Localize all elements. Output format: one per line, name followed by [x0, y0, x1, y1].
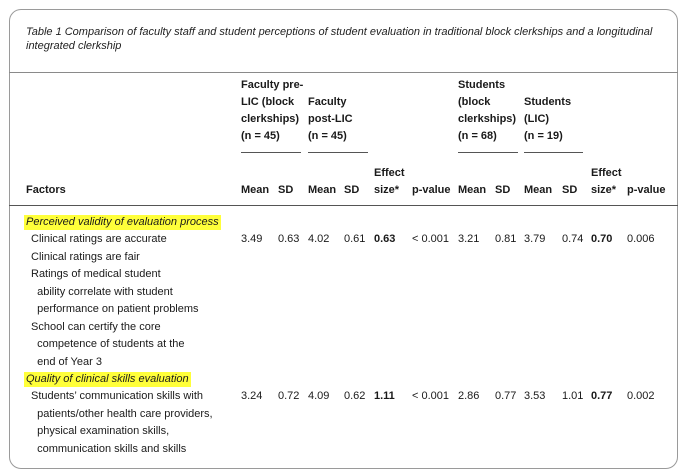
- header-mean-2: Mean: [308, 184, 337, 196]
- cell-value: 2.86: [458, 390, 480, 402]
- header-effect1-line1: Effect: [374, 167, 405, 179]
- row-label: patients/other health care providers,: [31, 407, 213, 420]
- row-label: Ratings of medical student: [31, 268, 161, 280]
- cell-value: 0.61: [344, 233, 366, 245]
- header-students-block-line3: clerkships): [458, 113, 517, 125]
- cell-effect-size: 1.11: [374, 390, 395, 402]
- header-effect2-line2: size*: [591, 184, 617, 196]
- header-faculty-post-line3: (n = 45): [308, 130, 347, 142]
- table-caption: Table 1 Comparison of faculty staff and student perceptions of student evaluation in traditional block clerkships and a longitudinal integrated clerkship: [26, 26, 653, 52]
- header-sd-4: SD: [562, 184, 578, 196]
- row-label: physical examination skills,: [31, 425, 170, 437]
- header-students-block-underline: [458, 152, 518, 153]
- cell-value: 3.49: [241, 233, 263, 245]
- cell-value: 4.02: [308, 233, 330, 245]
- header-pvalue-2: p-value: [627, 184, 666, 196]
- row-label: School can certify the core: [31, 320, 161, 333]
- cell-effect-size: 0.63: [374, 233, 396, 245]
- cell-value: 0.62: [344, 390, 366, 402]
- section-title-clinical-skills: Quality of clinical skills evaluation: [26, 373, 189, 385]
- header-faculty-pre-line4: (n = 45): [241, 130, 280, 142]
- cell-effect-size: 0.77: [591, 390, 613, 402]
- header-mean-4: Mean: [524, 184, 553, 196]
- header-mean-1: Mean: [241, 184, 270, 196]
- cell-pvalue: 0.006: [627, 233, 655, 245]
- header-faculty-post-underline: [308, 152, 368, 153]
- header-students-block-line2: (block: [458, 96, 491, 108]
- cell-value: 0.74: [562, 233, 584, 245]
- header-students-lic-line1: Students: [524, 96, 572, 108]
- cell-value: 3.24: [241, 390, 263, 402]
- header-students-block-line1: Students: [458, 79, 506, 91]
- cell-pvalue: 0.002: [627, 390, 655, 402]
- header-students-lic-line3: (n = 19): [524, 130, 563, 142]
- header-divider: [9, 205, 678, 206]
- header-mean-3: Mean: [458, 184, 487, 196]
- header-faculty-pre-line2: LIC (block: [241, 96, 295, 108]
- row-label: competence of students at the: [31, 338, 185, 350]
- caption-divider: [9, 72, 678, 73]
- row-label: communication skills and skills: [31, 442, 187, 455]
- header-students-lic-underline: [524, 152, 583, 153]
- row-label: end of Year 3: [31, 355, 102, 368]
- section-title-validity: Perceived validity of evaluation process: [26, 216, 219, 228]
- header-faculty-post-line1: Faculty: [308, 96, 347, 108]
- cell-value: 3.53: [524, 390, 546, 402]
- header-sd-1: SD: [278, 184, 294, 196]
- cell-pvalue: < 0.001: [412, 233, 450, 245]
- cell-value: 0.77: [495, 390, 517, 402]
- header-effect2-line1: Effect: [591, 167, 622, 179]
- cell-pvalue: < 0.001: [412, 390, 450, 402]
- row-label: Students’ communication skills with: [31, 390, 203, 402]
- cell-value: 0.63: [278, 233, 300, 245]
- cell-value: 1.01: [562, 390, 584, 402]
- header-sd-2: SD: [344, 184, 360, 196]
- header-effect1-line2: size*: [374, 184, 400, 196]
- header-faculty-pre-line3: clerkships): [241, 113, 300, 125]
- header-pvalue-1: p-value: [412, 184, 451, 196]
- header-faculty-pre-underline: [241, 152, 301, 153]
- cell-value: 4.09: [308, 390, 330, 402]
- row-label: performance on patient problems: [31, 303, 199, 315]
- cell-value: 3.79: [524, 233, 546, 245]
- header-factors: Factors: [26, 184, 66, 196]
- header-faculty-post-line2: post-LIC: [308, 113, 353, 125]
- header-students-lic-line2: (LIC): [524, 113, 550, 125]
- header-sd-3: SD: [495, 184, 511, 196]
- cell-effect-size: 0.70: [591, 233, 613, 245]
- row-label: Clinical ratings are fair: [31, 250, 140, 263]
- cell-value: 0.81: [495, 233, 517, 245]
- cell-value: 0.72: [278, 390, 300, 402]
- header-faculty-pre-line1: Faculty pre-: [241, 79, 304, 91]
- header-students-block-line4: (n = 68): [458, 130, 497, 142]
- row-label: Clinical ratings are accurate: [31, 233, 167, 245]
- row-label: ability correlate with student: [31, 285, 173, 298]
- cell-value: 3.21: [458, 233, 480, 245]
